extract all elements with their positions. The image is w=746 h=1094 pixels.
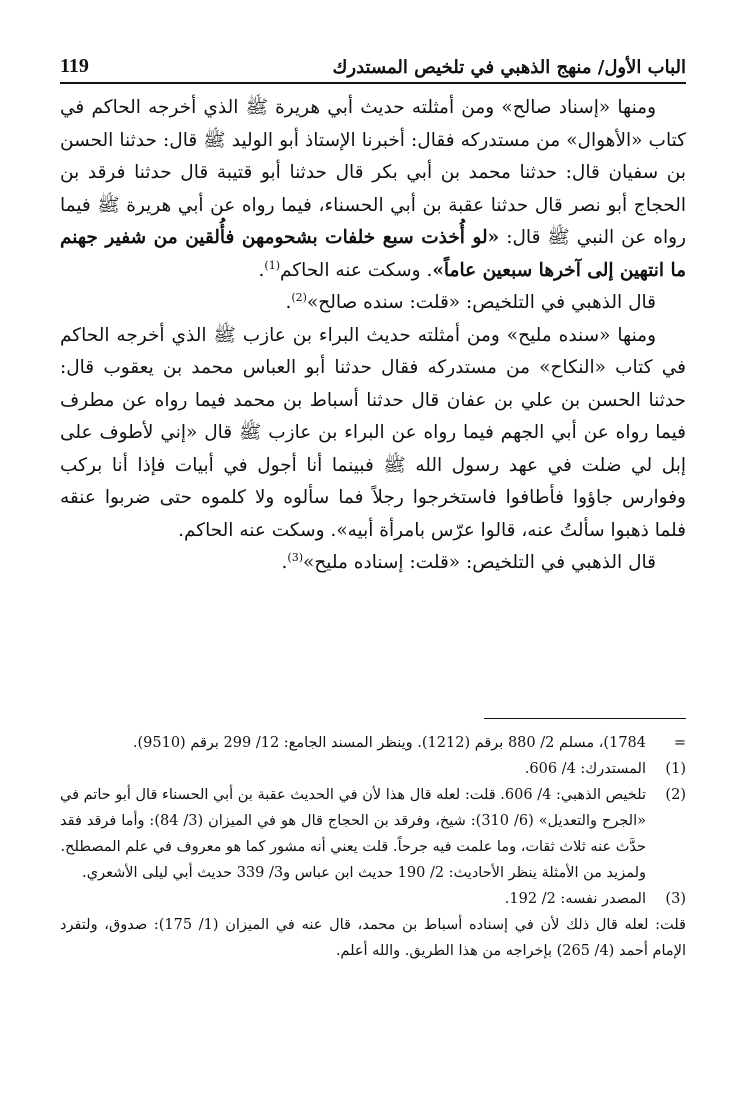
footnote-mark: (2)	[665, 787, 686, 803]
footnote-text: تلخيص الذهبي: 4/ 606. قلت: لعله قال هذا لأن في الحديث عقبة بن أبي الحسناء قال أبو حاتم في «الجرح والتعديل» (6/ 310): شيخ، وفرقد بن الحجاج قال هو في الميزان (3/ 84): وأما فرقد فقد حدَّث عنه ثلاث ثقات، وما علمت فيه جرحاً. قلت يعني أنه مشور كما هو معروف في علم المصطلح.	[60, 787, 647, 855]
footnote-1	[60, 756, 686, 782]
footnote-mark: =	[673, 735, 686, 751]
running-header	[60, 48, 686, 84]
footnote-mark: (1)	[665, 761, 686, 777]
footnote-ref[interactable]: (3)	[287, 550, 304, 564]
paragraph-text: ومنها «إسناد صالح» ومن أمثلته حديث أبي هريرة ﷺ الذي أخرجه الحاكم في كتاب «الأهوال» من مستدركه فقال: أخبرنا الإستاذ أبو الوليد ﷺ قال: حدثنا الحسن بن سفيان قال: حدثنا محمد بن أبي بكر قال حدثنا أبو قتيبة قال حدثنا فرقد بن الحجاج أبو نصر قال حدثنا عقبة بن أبي الحسناء، فيما رواه عن أبي هريرة ﷺ فيما رواه عن النبي ﷺ قال:	[60, 97, 686, 248]
footnote-text: ولمزيد من الأمثلة ينظر الأحاديث: 2/ 190 حديث ابن عباس و3/ 339 حديث أبي ليلى الأشعري.	[82, 865, 646, 881]
chapter-title: الباب الأول/ منهج الذهبي في تلخيص المستدرك	[332, 57, 686, 78]
footnote-3	[60, 886, 686, 912]
footnote-2	[60, 782, 686, 860]
footnote-divider	[484, 718, 686, 719]
footnotes	[60, 730, 686, 964]
paragraph-text: . وسكت عنه الحاكم	[279, 259, 433, 281]
hadith-quote: «لو أُخذت سبع خلفات بشحومهن فأُلقين من شفير جهنم ما انتهين إلى آخرها سبعين عاماً»	[60, 227, 686, 281]
footnote-mark: (3)	[665, 891, 686, 907]
footnote-3-continued: قلت: لعله قال ذلك لأن في إسناده أسباط بن محمد، قال عنه في الميزان (1/ 175): صدوق، ولتفرد الإمام أحمد (4/ 265) بإخراجه من هذا الطريق. والله أعلم.	[60, 917, 686, 959]
main-text	[60, 92, 686, 580]
paragraph-text: قال الذهبي في التلخيص: «قلت: سنده صالح»	[306, 292, 656, 313]
paragraph-isnad-salih: ومنها «إسناد صالح» ومن أمثلته حديث أبي هريرة ﷺ الذي أخرجه الحاكم في كتاب «الأهوال» من مستدركه فقال: أخبرنا الإستاذ أبو الوليد ﷺ قال: حدثنا الحسن بن سفيان قال: حدثنا محمد بن أبي بكر قال حدثنا أبو قتيبة قال حدثنا فرقد بن الحجاج أبو نصر قال حدثنا عقبة بن أبي الحسناء، فيما رواه عن أبي هريرة ﷺ فيما رواه عن النبي ﷺ قال: «لو أُخذت سبع خلفات بشحومهن فأُلقين من شفير جهنم ما انتهين إلى آخرها سبعين عاماً». وسكت عنه الحاكم$^{(1)}$.	[60, 97, 686, 281]
footnote-text: المستدرك: 4/ 606.	[524, 761, 646, 777]
paragraph-text: ومنها «سنده مليح» ومن أمثلته حديث البراء بن عازب ﷺ الذي أخرجه الحاكم في كتاب «النكاح» من مستدركه فقال حدثنا أبو العباس محمد بن يعقوب قال: حدثنا الحسن بن علي بن عفان قال حدثنا أسباط بن محمد فيما رواه عن مطرف فيما رواه عن أبي الجهم فيما رواه عن البراء بن عازب ﷺ قال «إني لأطوف على إبل لي ضلت في عهد رسول الله ﷺ فبينما أنا أجول في أبيات فإذا أنا بركب وفوارس جاؤوا فأطافوا فاستخرجوا رجلاً فما سألوه ولا كلموه حتى ضربوا عنقه فلما ذهبوا سألتُ عنه، قالوا عرّس بامرأة أبيه». وسكت عنه الحاكم.	[60, 324, 686, 541]
paragraph-dhahabi-comment: قال الذهبي في التلخيص: «قلت: سنده صالح»$^{(2)}$.	[285, 290, 656, 313]
paragraph-dhahabi-comment: قال الذهبي في التلخيص: «قلت: إسناده مليح»$^{(3)}$.	[281, 550, 656, 573]
page-number: 119	[60, 55, 89, 77]
paragraph-text: قال الذهبي في التلخيص: «قلت: إسناده مليح»	[303, 552, 656, 573]
footnote-text: 1784)، مسلم 2/ 880 برقم (1212). وينظر المسند الجامع: 12/ 299 برقم (9510).	[132, 735, 646, 751]
footnote-text: المصدر نفسه: 2/ 192.	[504, 891, 646, 907]
paragraph-sanad-malih	[60, 320, 686, 548]
footnote-2-extra	[60, 860, 646, 886]
footnote-ref[interactable]: (1)	[264, 258, 280, 272]
footnote-ref[interactable]: (2)	[291, 290, 307, 304]
footnote-continuation	[60, 730, 686, 756]
